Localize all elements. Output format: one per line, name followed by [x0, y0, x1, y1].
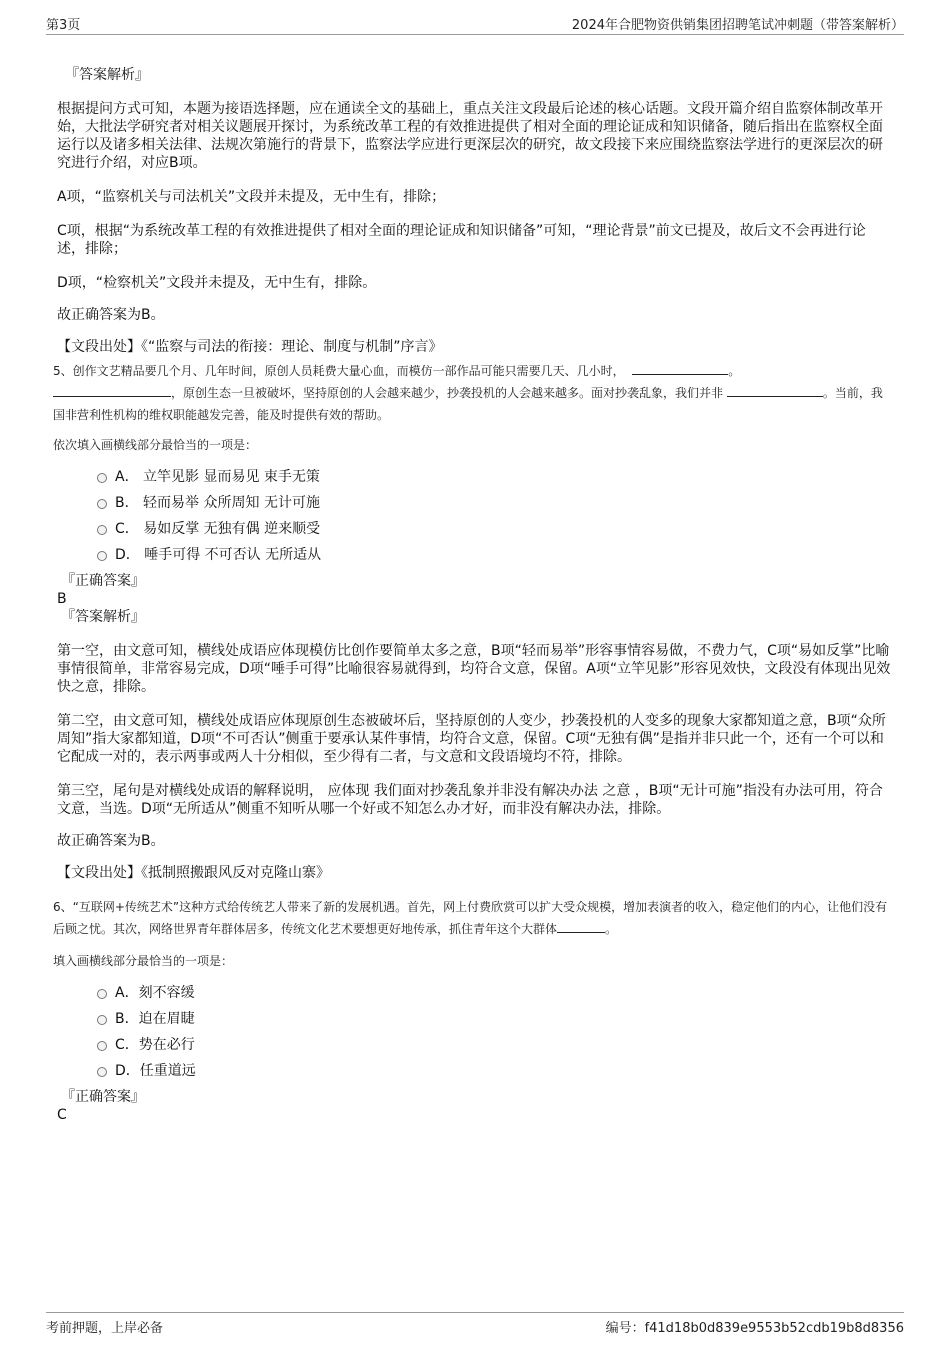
- q5-analysis-para-2: 第二空，由文意可知，横线处成语应体现原创生态被破坏后，坚持原创的人变少，抄袭投机的人变多的现象大家都知道之意，B项“众所周知”指大家都知道，D项“不可否认”侧重于要承认某件事情，均符合文意，保留。C项“无独有偶”是指并非只此一个，还有一个可以和它配成一对的，表示两事或两人十分相似，至少得有二者，与文意和文段语境均不符，排除。: [57, 713, 886, 765]
- q5-answer-label: 『正确答案』: [61, 573, 145, 589]
- page-header: [46, 12, 904, 35]
- q5-option-b[interactable]: B． 轻而易举 众所周知 无计可施: [57, 494, 892, 520]
- q4-analysis-option-a: A项，“监察机关与司法机关”文段并未提及，无中生有，排除；: [57, 189, 446, 205]
- q6-option-a[interactable]: A．刻不容缓: [57, 984, 892, 1010]
- q5-option-a[interactable]: A． 立竿见影 显而易见 束手无策: [57, 468, 892, 494]
- q5-stem: 5、创作文艺精品要几个月、几年时间，原创人员耗费大量心血，而模仿一部作品可能只需要几天、几小时， 。 ，原创生态一旦被破坏，坚持原创的人会越来越少，抄袭投机的人会越来越多。面对抄袭乱象，我们并非 。当前，我国非营利性机构的维权职能越发完善，能及时提供有效的帮助。: [53, 364, 883, 422]
- q6-stem: 6、“互联网+传统艺术”这种方式给传统艺人带来了新的发展机遇。首先，网上付费欣赏可以扩大受众规模，增加表演者的收入，稳定他们的内心，让他们没有后顾之忧。其次，网络世界青年群体居多，传统文化艺术要想更好地传承，抓住青年这个大群体 。: [53, 900, 888, 936]
- q6-blank: [557, 921, 605, 933]
- q5-analysis-para-3: 第三空，尾句是对横线处成语的解释说明， 应体现 我们面对抄袭乱象并非没有解决办法 之意 ，B项“无计可施”指没有办法可用，符合文意，当选。D项“无所适从”侧重不知听从哪一个好或不知怎么办才好，而非没有解决办法，排除。: [57, 783, 883, 817]
- q6-option-b[interactable]: B．迫在眉睫: [57, 1010, 892, 1036]
- q5-option-c[interactable]: C． 易如反掌 无独有偶 逆来顺受: [57, 520, 892, 546]
- q5-analysis-label: 『答案解析』: [61, 609, 145, 625]
- q6-option-c[interactable]: C．势在必行: [57, 1036, 892, 1062]
- q5-answer: B: [57, 591, 67, 607]
- document-title: 2024年合肥物资供销集团招聘笔试冲刺题（带答案解析）: [571, 18, 904, 33]
- q4-conclusion: 故正确答案为B。: [57, 307, 165, 323]
- q4-analysis-label: 『答案解析』: [65, 67, 149, 83]
- q5-source: 【文段出处】《抵制照搬跟风反对克隆山寨》: [57, 865, 330, 881]
- q5-prompt: 依次填入画横线部分最恰当的一项是：: [53, 438, 258, 452]
- q4-source: 【文段出处】《“监察与司法的衔接：理论、制度与机制”序言》: [57, 339, 443, 355]
- q4-analysis-option-c: C项，根据“为系统改革工程的有效推进提供了相对全面的理论证成和知识储备”可知，“理论背景”前文已提及，故后文不会再进行论述，排除；: [57, 223, 866, 257]
- q6-answer-label: 『正确答案』: [61, 1089, 145, 1105]
- page-number: 第3页: [46, 18, 81, 33]
- q6-answer: C: [57, 1107, 67, 1123]
- q5-blank-1: [632, 363, 728, 375]
- footer-serial: 编号：f41d18b0d839e9553b52cdb19b8d8356: [605, 1321, 904, 1336]
- q4-analysis-option-d: D项，“检察机关”文段并未提及，无中生有，排除。: [57, 275, 377, 291]
- radio-icon[interactable]: [97, 473, 107, 483]
- radio-icon[interactable]: [97, 1067, 107, 1077]
- radio-icon[interactable]: [97, 1041, 107, 1051]
- q5-conclusion: 故正确答案为B。: [57, 833, 165, 849]
- q6-option-d[interactable]: D．任重道远: [57, 1062, 892, 1088]
- q5-option-d[interactable]: D． 唾手可得 不可否认 无所适从: [57, 546, 892, 572]
- page-content: [53, 46, 892, 1124]
- q5-blank-3: [727, 385, 823, 397]
- radio-icon[interactable]: [97, 525, 107, 535]
- radio-icon[interactable]: [97, 499, 107, 509]
- radio-icon[interactable]: [97, 989, 107, 999]
- q6-prompt: 填入画横线部分最恰当的一项是：: [53, 954, 234, 968]
- footer-slogan: 考前押题，上岸必备: [46, 1321, 164, 1336]
- q4-analysis-para: 根据提问方式可知，本题为接语选择题，应在通读全文的基础上，重点关注文段最后论述的核心话题。文段开篇介绍自监察体制改革开始，大批法学研究者对相关议题展开探讨，为系统改革工程的有效推进提供了相对全面的理论证成和知识储备，随后指出在监察权全面运行以及诸多相关法律、法规次第施行的背景下，监察法学应进行更深层次的研究，故文段接下来应围绕监察法学进行的更深层次的研究进行介绍，对应B项。: [57, 101, 883, 171]
- radio-icon[interactable]: [97, 1015, 107, 1025]
- page-footer: [46, 1312, 904, 1337]
- radio-icon[interactable]: [97, 551, 107, 561]
- q5-blank-2: [53, 385, 171, 397]
- q5-analysis-para-1: 第一空，由文意可知，横线处成语应体现模仿比创作要简单太多之意，B项“轻而易举”形容事情容易做，不费力气，C项“易如反掌”比喻事情很简单，非常容易完成，D项“唾手可得”比喻很容易就得到，均符合文意，保留。A项“立竿见影”形容见效快，文段没有体现出见效快之意，排除。: [57, 643, 891, 695]
